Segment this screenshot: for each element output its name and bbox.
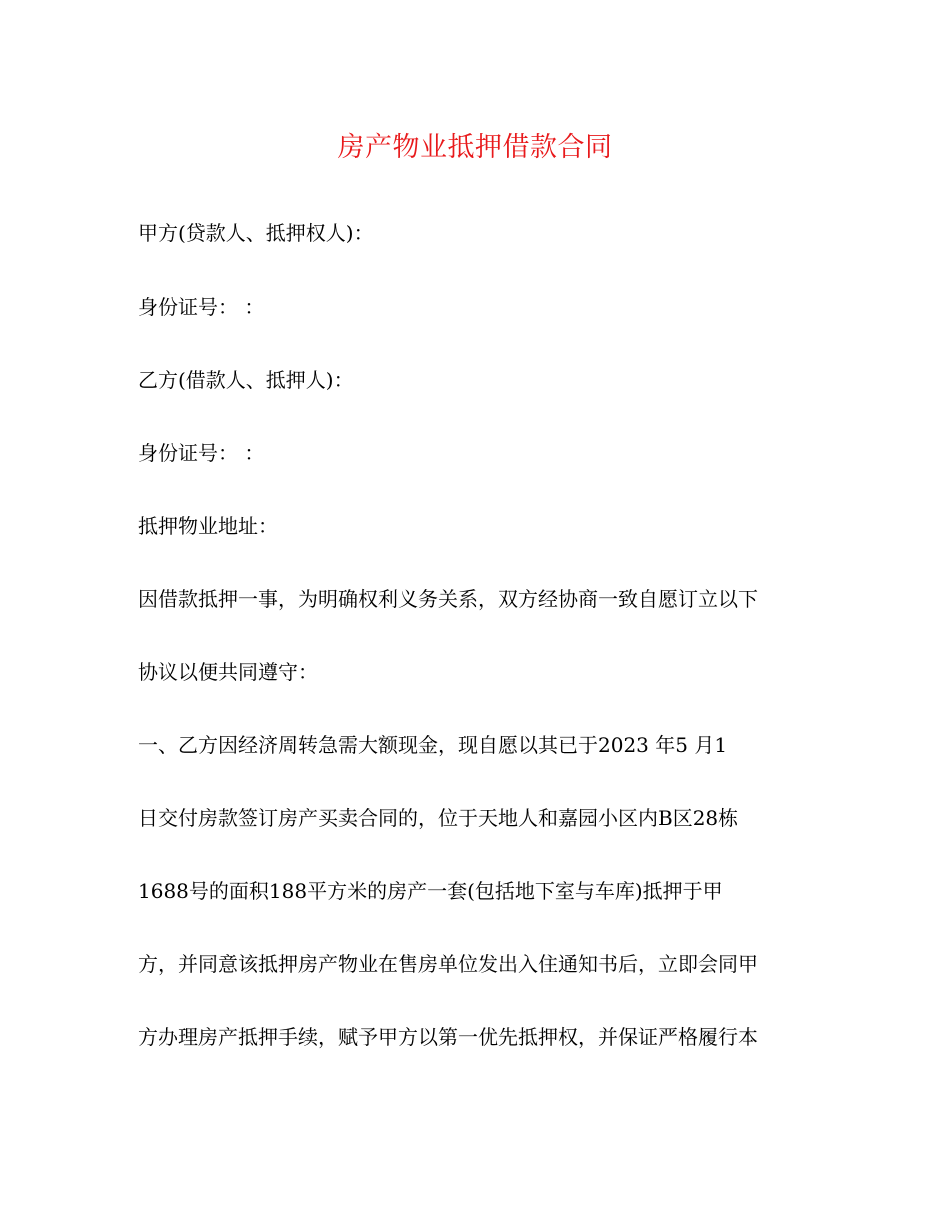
party-a-line: 甲方(贷款人、抵押权人)： [138, 221, 374, 245]
clause-1-line-4: 方，并同意该抵押房产物业在售房单位发出入住通知书后，立即会同甲 [138, 952, 758, 976]
preamble-line-2: 协议以便共同遵守： [138, 660, 318, 684]
clause-1-line-5: 方办理房产抵押手续，赋予甲方以第一优先抵押权，并保证严格履行本 [138, 1025, 758, 1049]
party-b-id-line: 身份证号： ： [138, 441, 265, 465]
party-a-id-line: 身份证号： ： [138, 295, 265, 319]
document-title: 房产物业抵押借款合同 [337, 132, 613, 163]
clause-1-line-2: 日交付房款签订房产买卖合同的，位于天地人和嘉园小区内B区28栋 [138, 806, 739, 830]
property-address-line: 抵押物业地址： [138, 514, 278, 538]
party-b-line: 乙方(借款人、抵押人)： [138, 368, 354, 392]
clause-1-line-1: 一、乙方因经济周转急需大额现金，现自愿以其已于2023 年5 月1 [138, 733, 728, 757]
clause-1-line-3: 1688号的面积188平方米的房产一套(包括地下室与车库)抵押于甲 [138, 879, 723, 903]
preamble-line-1: 因借款抵押一事，为明确权利义务关系，双方经协商一致自愿订立以下 [138, 587, 758, 611]
